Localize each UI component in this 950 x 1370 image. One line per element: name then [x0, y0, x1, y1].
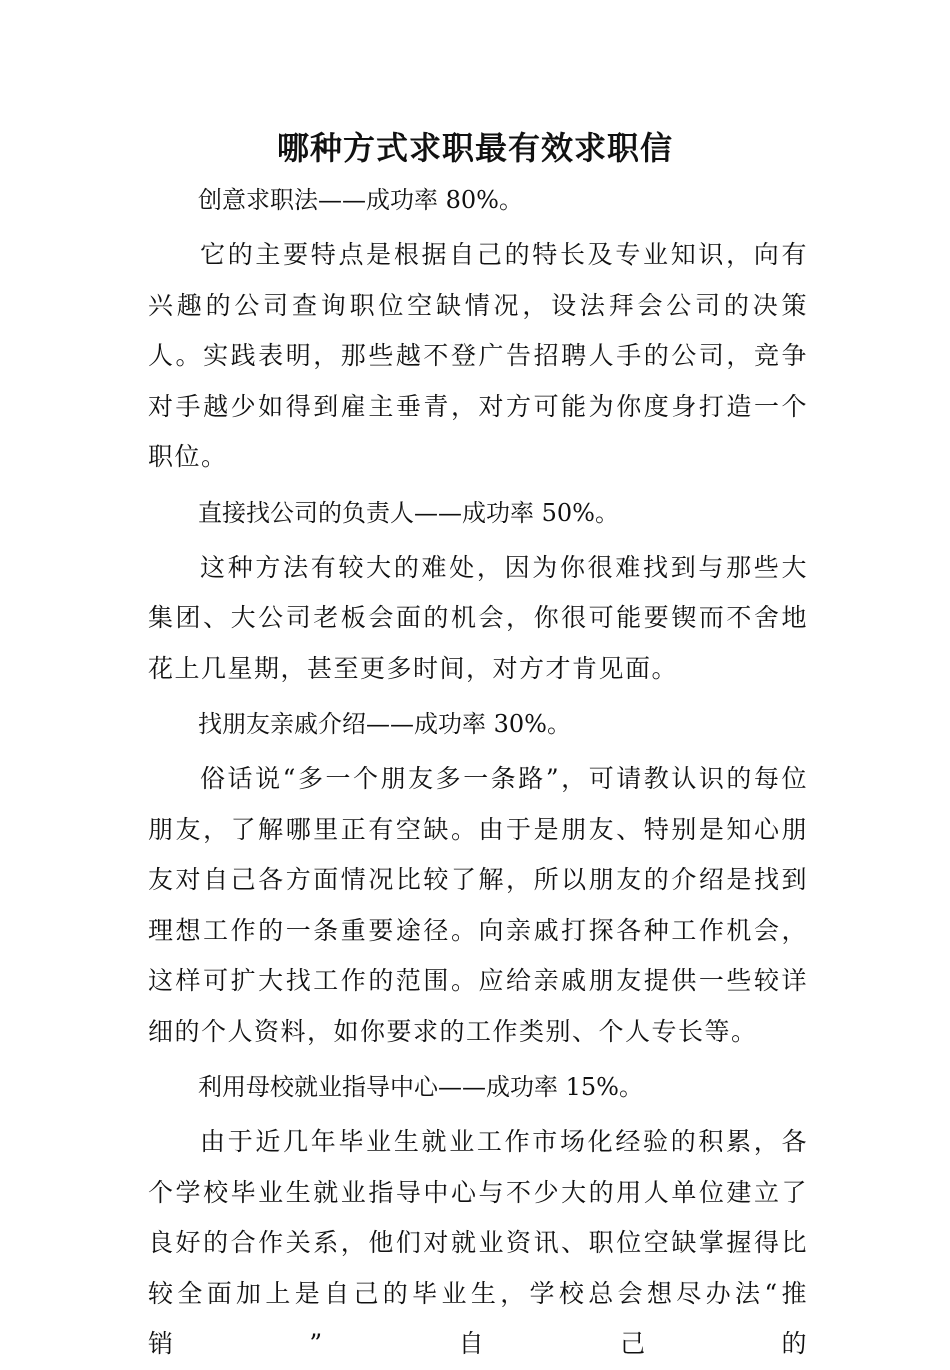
section-heading: 直接找公司的负责人——成功率 50%。 — [198, 498, 619, 527]
section-paragraph: 由于近几年毕业生就业工作市场化经验的积累，各个学校毕业生就业指导中心与不少大的用人单位建立了良好的合作关系，他们对就业资讯、职位空缺掌握得比较全面加上是自己的毕业生，学校总会想尽办法“推销”自己的 — [148, 1127, 808, 1358]
section-paragraph: 它的主要特点是根据自己的特长及专业知识，向有兴趣的公司查询职位空缺情况，设法拜会公司的决策人。实践表明，那些越不登广告招聘人手的公司，竞争对手越少如得到雇主垂青，对方可能为你度身打造一个职位。 — [148, 240, 808, 471]
section-heading: 找朋友亲戚介绍——成功率 30%。 — [198, 710, 571, 738]
document-body — [148, 174, 808, 1370]
section-paragraph: 俗话说“多一个朋友多一条路”，可请教认识的每位朋友，了解哪里正有空缺。由于是朋友、特别是知心朋友对自己各方面情况比较了解，所以朋友的介绍是找到理想工作的一条重要途径。向亲戚打探各种工作机会，这样可扩大找工作的范围。应给亲戚朋友提供一些较详细的个人资料，如你要求的工作类别、个人专长等。 — [148, 764, 808, 1046]
section-heading: 创意求职法——成功率 80%。 — [198, 186, 523, 214]
section-heading: 利用母校就业指导中心——成功率 15%。 — [198, 1073, 643, 1101]
section-paragraph: 这种方法有较大的难处，因为你很难找到与那些大集团、大公司老板会面的机会，你很可能要锲而不舍地花上几星期，甚至更多时间，对方才肯见面。 — [148, 552, 808, 683]
document-title: 哪种方式求职最有效求职信 — [276, 129, 673, 167]
